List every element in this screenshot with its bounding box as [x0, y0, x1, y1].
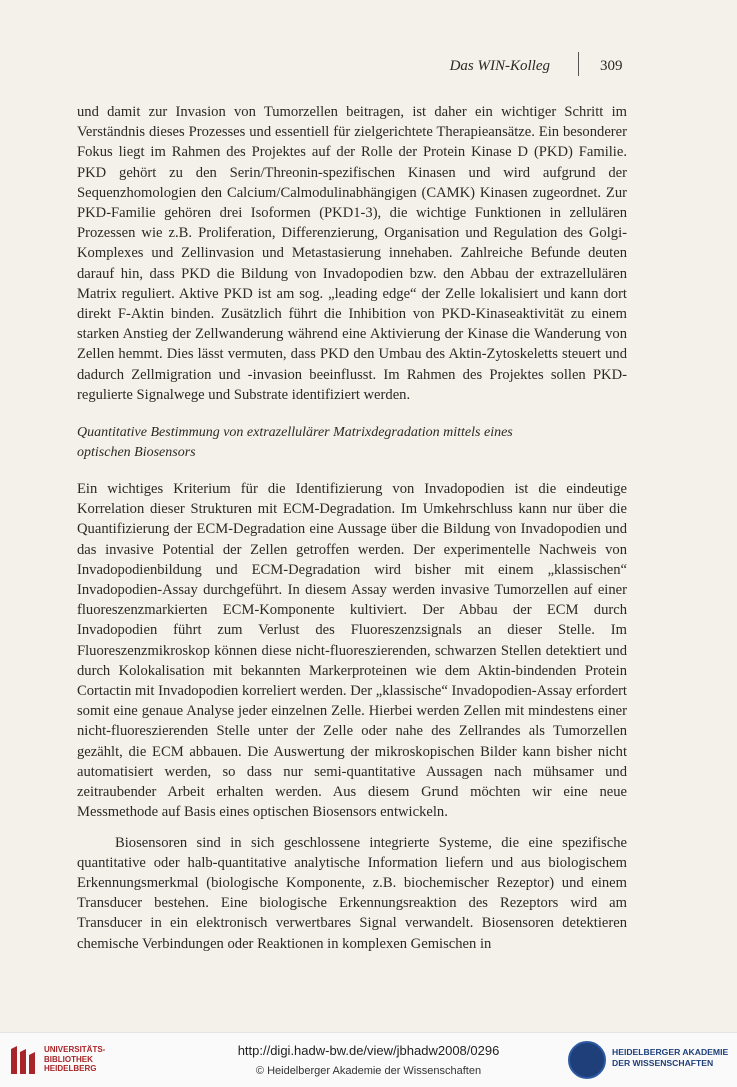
section-heading: Quantitative Bestimmung von extrazellulärer Matrixdegradation mittels eines optischen Biosensors [77, 425, 513, 461]
paragraph-2: Ein wichtiges Kriterium für die Identifizierung von Invadopodien ist die eindeutige Korrelation dieser Strukturen mit ECM-Degradation. Im Umkehrschluss kann nur über die Quantifizierung der ECM-Degradation eine Aussage über die Bildung von Invadopodien und das invasive Potential der Zellen getroffen werden. Der experimentelle Nachweis von Invadopodienbildung und ECM-Degradation wird bisher mit einem „klassischen“ Invadopodien-Assay durchgeführt. In diesem Assay werden invasive Tumorzellen auf einer fluoreszenzmarkierten ECM-Komponente kultiviert. Der Abbau der ECM durch Invadopodien führt zum Verlust des Fluoreszenzsignals an dieser Stelle. Im Fluoreszenzmikroskop können diese nicht-fluoreszierenden, schwarzen Stellen detektiert und durch Kolokalisation mit bekannten Markerproteinen wie dem Aktin-bindenden Protein Cortactin mit Invadopodien korreliert werden. Der „klassische“ Invadopodien-Assay erfordert somit eine genaue Analyse jeder einzelnen Zelle. Hierbei werden Zellen mit mindestens einer nicht-fluoreszierenden Stelle unter der Zelle oder nahe des Zellrandes als Tumorzellen gezählt, die ECM abbauen. Die Auswertung der mikroskopischen Bilder kann bisher nicht automatisiert werden, so dass nur semi-quantitative Aussagen nach mühsamer und zeitraubender Arbeit erhalten werden. Aus diesem Grund möchten wir eine neue Messmethode auf Basis eines optischen Biosensors entwickeln. [77, 481, 627, 821]
copyright-notice: © Heidelberger Akademie der Wissenschaften [255, 1065, 482, 1077]
page-number: 309 [600, 58, 623, 74]
academy-seal-icon [568, 1041, 606, 1079]
source-url-link[interactable]: http://digi.hadw-bw.de/view/jbhadw2008/0296 [237, 1043, 500, 1058]
paragraph-1: und damit zur Invasion von Tumorzellen beitragen, ist daher ein wichtiger Schritt im Verständnis dieses Prozesses und essentiell für zielgerichtete Therapieansätze. Ein besonderer Fokus liegt im Rahmen des Projektes auf der Rolle der Protein Kinase D (PKD) Familie. PKD gehört zu den Serin/Threonin-spezifischen Kinasen und wird aufgrund der Sequenzhomologien den Calcium/Calmodulinabhängigen (CAMK) Kinasen zugeordnet. Zur PKD-Familie gehören drei Isoformen (PKD1-3), die wichtige Funktionen in zellulären Prozessen wie z.B. Proliferation, Differenzierung, Organisation und Regulation des Golgi-Komplexes und Zellinvasion und Metastasierung innehaben. Zahlreiche Befunde deuten darauf hin, dass PKD die Bildung von Invadopodien bzw. den Abbau der extrazellulären Matrix reguliert. Aktive PKD ist am sog. „leading edge“ der Zelle lokalisiert und kann dort direkt F-Aktin binden. Zusätzlich führt die Inhibition von PKD-Kinaseaktivität zu einem starken Anstieg der Zellwanderung während eine Aktivierung der Kinase die Wanderung von Zellen hemmt. Dies lässt vermuten, dass PKD den Umbau des Aktin-Zytoskeletts steuert und dadurch Zellmigration und -invasion beeinflusst. Im Rahmen des Projektes sollen PKD-regulierte Signalwege und Substrate identifiziert werden. [77, 104, 627, 403]
page-body [77, 102, 627, 954]
footer-bar [0, 1032, 737, 1087]
header-divider [578, 52, 579, 76]
paragraph-3: Biosensoren sind in sich geschlossene integrierte Systeme, die eine spezifische quantitative oder halb-quantitative analytische Information liefern und aus biologischem Erkennungsmerkmal (biologische Komponente, z.B. biochemischer Rezeptor) und einem Transducer bestehen. Eine biologische Erkennungsreaktion des Rezeptors wird am Transducer in ein elektronisch verwertbares Signal verwandelt. Biosensoren detektieren chemische Verbindungen oder Reaktionen in komplexen Gemischen in [77, 834, 627, 952]
academy-label: HEIDELBERGER AKADEMIE DER WISSENSCHAFTEN [612, 1047, 729, 1068]
running-header [0, 52, 737, 82]
running-title: Das WIN-Kolleg [449, 58, 550, 74]
university-library-label: UNIVERSITÄTS- BIBLIOTHEK HEIDELBERG [44, 1045, 106, 1073]
